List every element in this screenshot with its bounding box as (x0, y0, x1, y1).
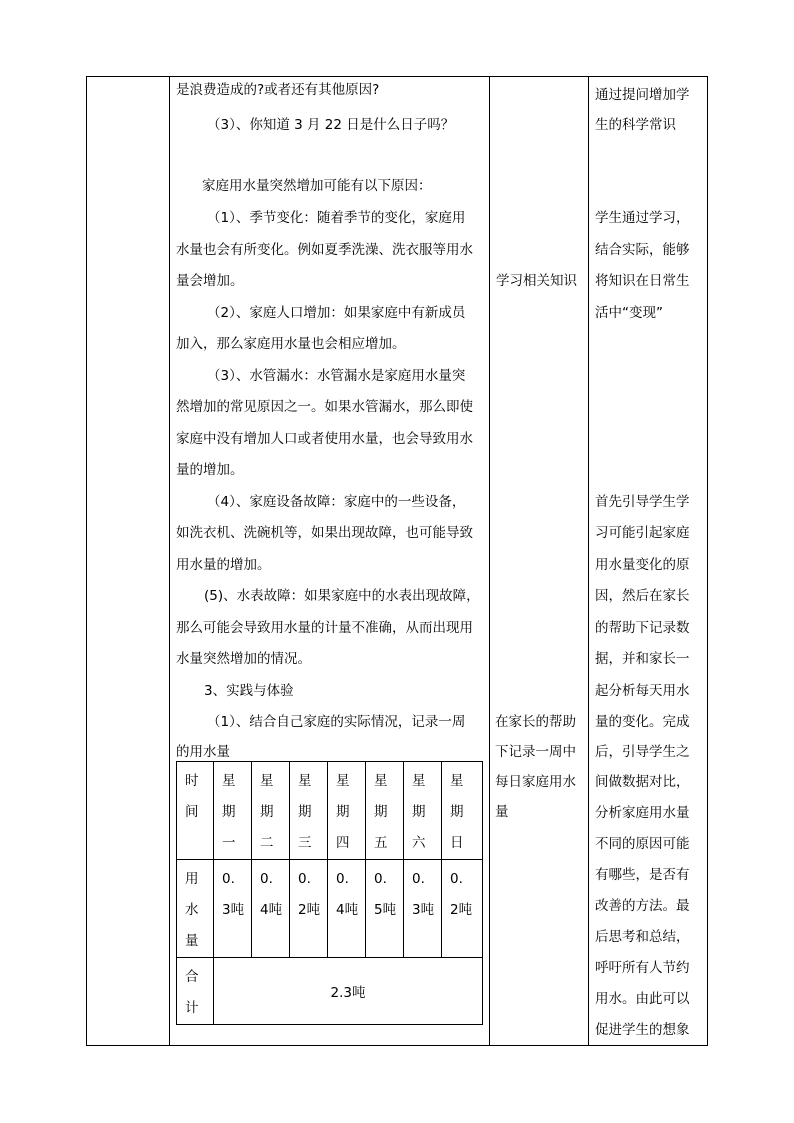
text-line: 有哪些，是否有 (595, 867, 690, 883)
text-line: 通过提问增加学 (595, 87, 690, 103)
text-line: 起分析每天用水 (595, 683, 690, 699)
text-line: （2）、家庭人口增加：如果家庭中有新成员 (207, 305, 466, 321)
column-divider (169, 77, 170, 1045)
text-line: 首先引导学生学 (595, 494, 690, 510)
day-header-cell: 星 期 日 (442, 762, 483, 860)
text-line: 量的增加。 (176, 462, 244, 478)
text-line: 分析家庭用水量 (595, 805, 690, 821)
text-line: 间做数据对比， (595, 774, 690, 790)
text-line: 呼吁所有人节约 (595, 960, 690, 976)
text-line: 学生通过学习， (595, 210, 690, 226)
time-header-cell: 时 间 (177, 762, 214, 860)
text-line: 将知识在日常生 (595, 273, 690, 289)
table-row (177, 762, 483, 860)
text-line: （3）、水管漏水：水管漏水是家庭用水量突 (207, 368, 466, 384)
text-line: 量的变化。完成 (595, 714, 690, 730)
lesson-table (86, 76, 708, 1046)
text-line: （3）、你知道 3 月 22 日是什么日子吗？ (207, 117, 455, 133)
text-line: 水量也会有所变化。例如夏季洗澡、洗衣服等用水 (176, 242, 473, 258)
usage-value-cell: 0. 2吨 (290, 860, 328, 958)
text-line: 后思考和总结， (595, 929, 690, 945)
day-header-cell: 星 期 四 (328, 762, 366, 860)
usage-label-cell: 用 水 量 (177, 860, 214, 958)
table-row (177, 860, 483, 958)
text-line: 家庭用水量突然增加可能有以下原因： (202, 178, 432, 194)
usage-value-cell: 0. 3吨 (404, 860, 442, 958)
text-line: (5)、水表故障：如果家庭中的水表出现故障， (204, 588, 480, 604)
text-line: 因，然后在家长 (595, 588, 690, 604)
usage-value-cell: 0. 4吨 (328, 860, 366, 958)
total-label-cell: 合 计 (177, 958, 214, 1025)
usage-value-cell: 0. 5吨 (366, 860, 404, 958)
usage-value-cell: 0. 2吨 (442, 860, 483, 958)
text-line: 加入，那么家庭用水量也会相应增加。 (176, 336, 406, 352)
text-line: （1）、季节变化：随着季节的变化，家庭用 (207, 210, 466, 226)
day-header-cell: 星 期 五 (366, 762, 404, 860)
text-line: 的帮助下记录数 (595, 620, 690, 636)
total-value-cell: 2.3吨 (214, 958, 483, 1025)
text-line: 促进学生的想象 (595, 1022, 690, 1038)
text-line: 的用水量 (176, 744, 230, 760)
text-line: 用水量的增加。 (176, 557, 271, 573)
text-line: 如洗衣机、洗碗机等，如果出现故障，也可能导致 (176, 525, 473, 541)
section-heading: 3、实践与体验 (204, 683, 294, 699)
text-line: 是浪费造成的?或者还有其他原因? (176, 82, 380, 98)
text-line: （4）、家庭设备故障：家庭中的一些设备， (207, 494, 466, 510)
text-line: 活中“变现” (595, 305, 663, 321)
column-divider (489, 77, 490, 1045)
text-line: 家庭中没有增加人口或者使用水量，也会导致用水 (176, 431, 473, 447)
text-line: 量会增加。 (176, 273, 244, 289)
text-line: （1）、结合自己家庭的实际情况，记录一周 (207, 714, 466, 730)
text-line: 不同的原因可能 (595, 836, 690, 852)
text-line: 在家长的帮助 (495, 714, 576, 730)
day-header-cell: 星 期 六 (404, 762, 442, 860)
text-line: 生的科学常识 (595, 117, 676, 133)
text-line: 结合实际，能够 (595, 242, 690, 258)
text-line: 然增加的常见原因之一。如果水管漏水，那么即使 (176, 399, 473, 415)
text-line: 水量突然增加的情况。 (176, 651, 311, 667)
text-line: 习可能引起家庭 (595, 525, 690, 541)
text-line: 量 (495, 804, 509, 820)
text-line: 后，引导学生之 (595, 744, 690, 760)
text-line: 每日家庭用水 (495, 774, 576, 790)
table-row (177, 958, 483, 1025)
text-line: 用水。由此可以 (595, 991, 690, 1007)
usage-value-cell: 0. 3吨 (214, 860, 252, 958)
text-line: 学习相关知识 (496, 273, 577, 289)
column-divider (588, 77, 589, 1045)
day-header-cell: 星 期 三 (290, 762, 328, 860)
water-usage-table (176, 761, 483, 1025)
text-line: 那么可能会导致用水量的计量不准确，从而出现用 (176, 620, 473, 636)
usage-value-cell: 0. 4吨 (252, 860, 290, 958)
day-header-cell: 星 期 一 (214, 762, 252, 860)
text-line: 用水量变化的原 (595, 557, 690, 573)
text-line: 下记录一周中 (495, 744, 576, 760)
text-line: 据，并和家长一 (595, 651, 690, 667)
day-header-cell: 星 期 二 (252, 762, 290, 860)
text-line: 改善的方法。最 (595, 898, 690, 914)
